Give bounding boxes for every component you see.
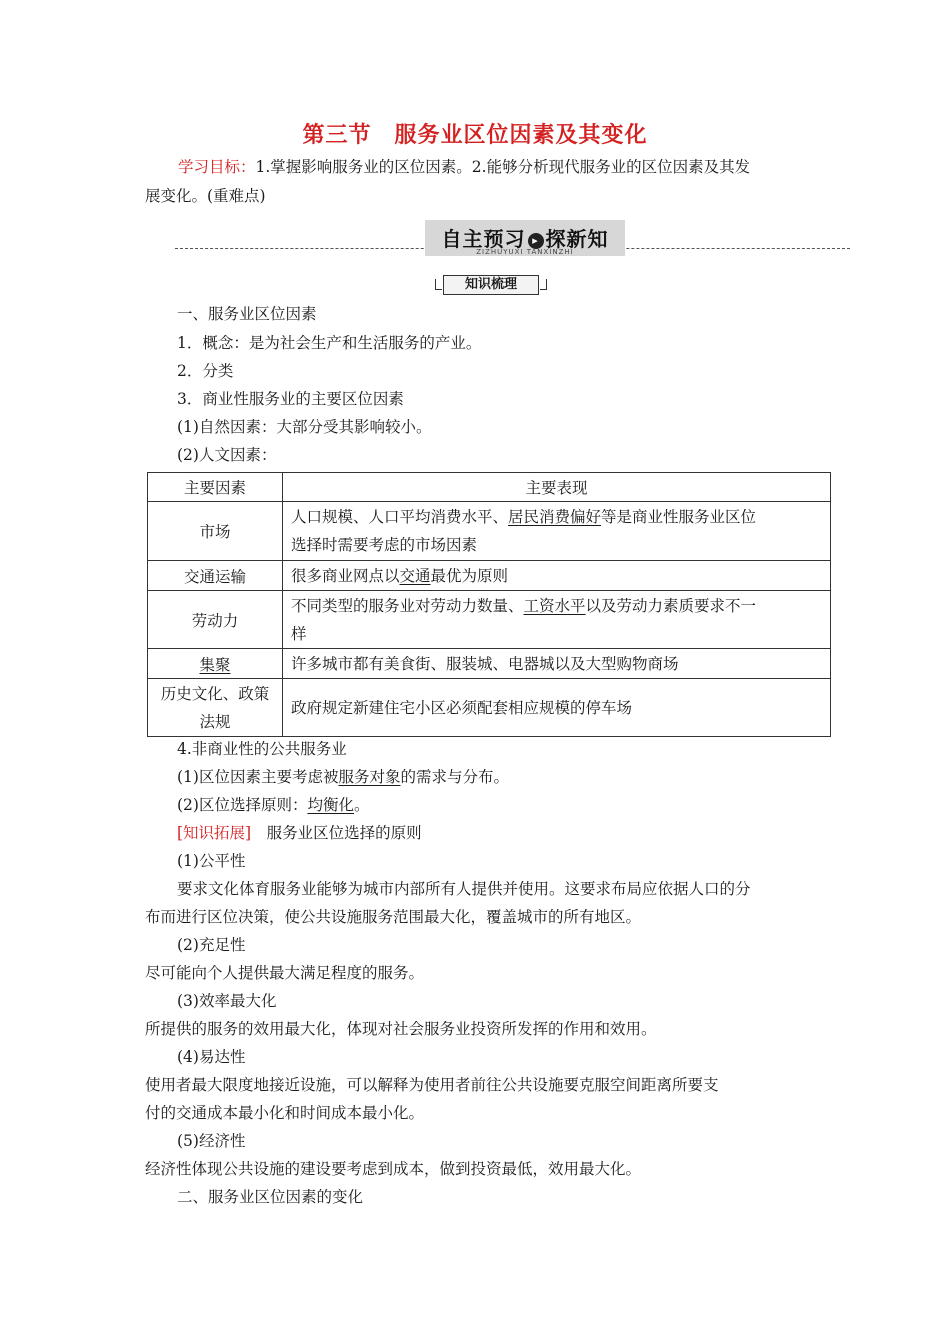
table-row <box>148 649 831 679</box>
table-cell-factor: 市场 <box>148 502 283 561</box>
table-row <box>148 502 831 561</box>
principle-heading: (2)充足性 <box>177 936 246 954</box>
table-cell-factor: 交通运输 <box>148 561 283 591</box>
cell-text: 等是商业性服务业区位 <box>601 508 757 526</box>
principle-heading: (4)易达性 <box>177 1048 246 1066</box>
tag-right-bracket <box>540 279 547 290</box>
banner-right-text: 探新知 <box>545 227 609 251</box>
cell-text: 选择时需要考虑的市场因素 <box>291 536 478 554</box>
cell-text: 很多商业网点以 <box>291 566 400 585</box>
paragraph: 1．概念：是为社会生产和生活服务的产业。 <box>177 334 482 352</box>
table-header: 主要因素 <box>148 473 283 502</box>
factors-table <box>147 472 831 737</box>
text: 的需求与分布。 <box>400 768 509 786</box>
paragraph <box>177 765 509 787</box>
goal-label: 学习目标： <box>178 158 256 176</box>
expand-title: 服务业区位选择的原则 <box>251 824 422 842</box>
text: (2)区位选择原则： <box>177 796 308 814</box>
underlined-term: 集聚 <box>199 655 231 674</box>
learning-goal <box>145 153 815 211</box>
table-row <box>148 591 831 649</box>
underlined-term: 均衡化 <box>307 796 354 814</box>
banner-subtitle: ZIZHUYUXI TANXINZHI <box>476 248 574 256</box>
paragraph: 使用者最大限度地接近设施，可以解释为使用者前往公共设施要克服空间距离所要支 <box>145 1076 719 1094</box>
banner-left-text: 自主预习 <box>441 227 526 251</box>
cell-text: 样 <box>291 624 307 643</box>
paragraph: 尽可能向个人提供最大满足程度的服务。 <box>145 964 425 982</box>
section-banner <box>175 212 850 262</box>
section-tag <box>435 275 547 295</box>
principle-heading: (3)效率最大化 <box>177 992 277 1010</box>
table-header: 主要表现 <box>283 473 831 502</box>
table-header-row <box>148 473 831 502</box>
text: 。 <box>353 796 370 814</box>
arrow-right-icon: ▸ <box>528 233 544 249</box>
underlined-term: 交通 <box>399 566 431 585</box>
table-cell-detail <box>283 561 831 591</box>
goal-text-2: 展变化。(重难点) <box>145 187 266 205</box>
cell-text: 最优为原则 <box>430 566 509 585</box>
expand-heading <box>177 821 422 843</box>
principle-heading: (5)经济性 <box>177 1132 246 1150</box>
table-row <box>148 561 831 591</box>
cell-text: 不同类型的服务业对劳动力数量、 <box>291 596 524 615</box>
banner-box <box>425 220 625 256</box>
table-cell-factor <box>148 679 283 737</box>
paragraph: 所提供的服务的效用最大化，体现对社会服务业投资所发挥的作用和效用。 <box>145 1020 657 1038</box>
page-title: 第三节 服务业区位因素及其变化 <box>302 123 648 148</box>
section-tag-label: 知识梳理 <box>443 275 539 295</box>
paragraph: 经济性体现公共设施的建设要考虑到成本，做到投资最低，效用最大化。 <box>145 1160 642 1178</box>
table-cell-detail: 许多城市都有美食街、服装城、电器城以及大型购物商场 <box>283 649 831 679</box>
cell-text: 以及劳动力素质要求不一 <box>585 596 757 615</box>
paragraph <box>177 793 370 815</box>
underlined-term: 服务对象 <box>338 768 401 786</box>
tag-left-bracket <box>435 279 442 290</box>
paragraph: (1)自然因素：大部分受其影响较小。 <box>177 418 432 436</box>
cell-text: 法规 <box>199 712 231 731</box>
paragraph: 付的交通成本最小化和时间成本最小化。 <box>145 1104 425 1122</box>
paragraph: 3．商业性服务业的主要区位因素 <box>177 390 404 408</box>
underlined-term: 工资水平 <box>523 596 586 615</box>
cell-text: 人口规模、人口平均消费水平、 <box>291 508 509 526</box>
cell-text: 历史文化、政策 <box>160 684 270 703</box>
paragraph: 布而进行区位决策，使公共设施服务范围最大化，覆盖城市的所有地区。 <box>145 908 642 926</box>
goal-text-1: 1.掌握影响服务业的区位因素。2.能够分析现代服务业的区位因素及其发 <box>255 158 751 176</box>
section-heading-2: 二、服务业区位因素的变化 <box>177 1188 364 1206</box>
table-cell-detail <box>283 502 831 561</box>
section-heading-1: 一、服务业区位因素 <box>177 305 317 323</box>
table-cell-factor: 劳动力 <box>148 591 283 649</box>
table-cell-factor <box>148 649 283 679</box>
table-cell-detail: 政府规定新建住宅小区必须配套相应规模的停车场 <box>283 679 831 737</box>
paragraph: 2．分类 <box>177 362 234 380</box>
text: (1)区位因素主要考虑被 <box>177 768 339 786</box>
paragraph: 要求文化体育服务业能够为城市内部所有人提供并使用。这要求布局应依据人口的分 <box>177 880 751 898</box>
expand-label: [知识拓展] <box>177 824 252 842</box>
paragraph: (2)人文因素： <box>177 446 277 464</box>
underlined-term: 居民消费偏好 <box>508 508 602 526</box>
table-cell-detail <box>283 591 831 649</box>
paragraph: 4.非商业性的公共服务业 <box>177 740 347 758</box>
table-row <box>148 679 831 737</box>
principle-heading: (1)公平性 <box>177 852 246 870</box>
